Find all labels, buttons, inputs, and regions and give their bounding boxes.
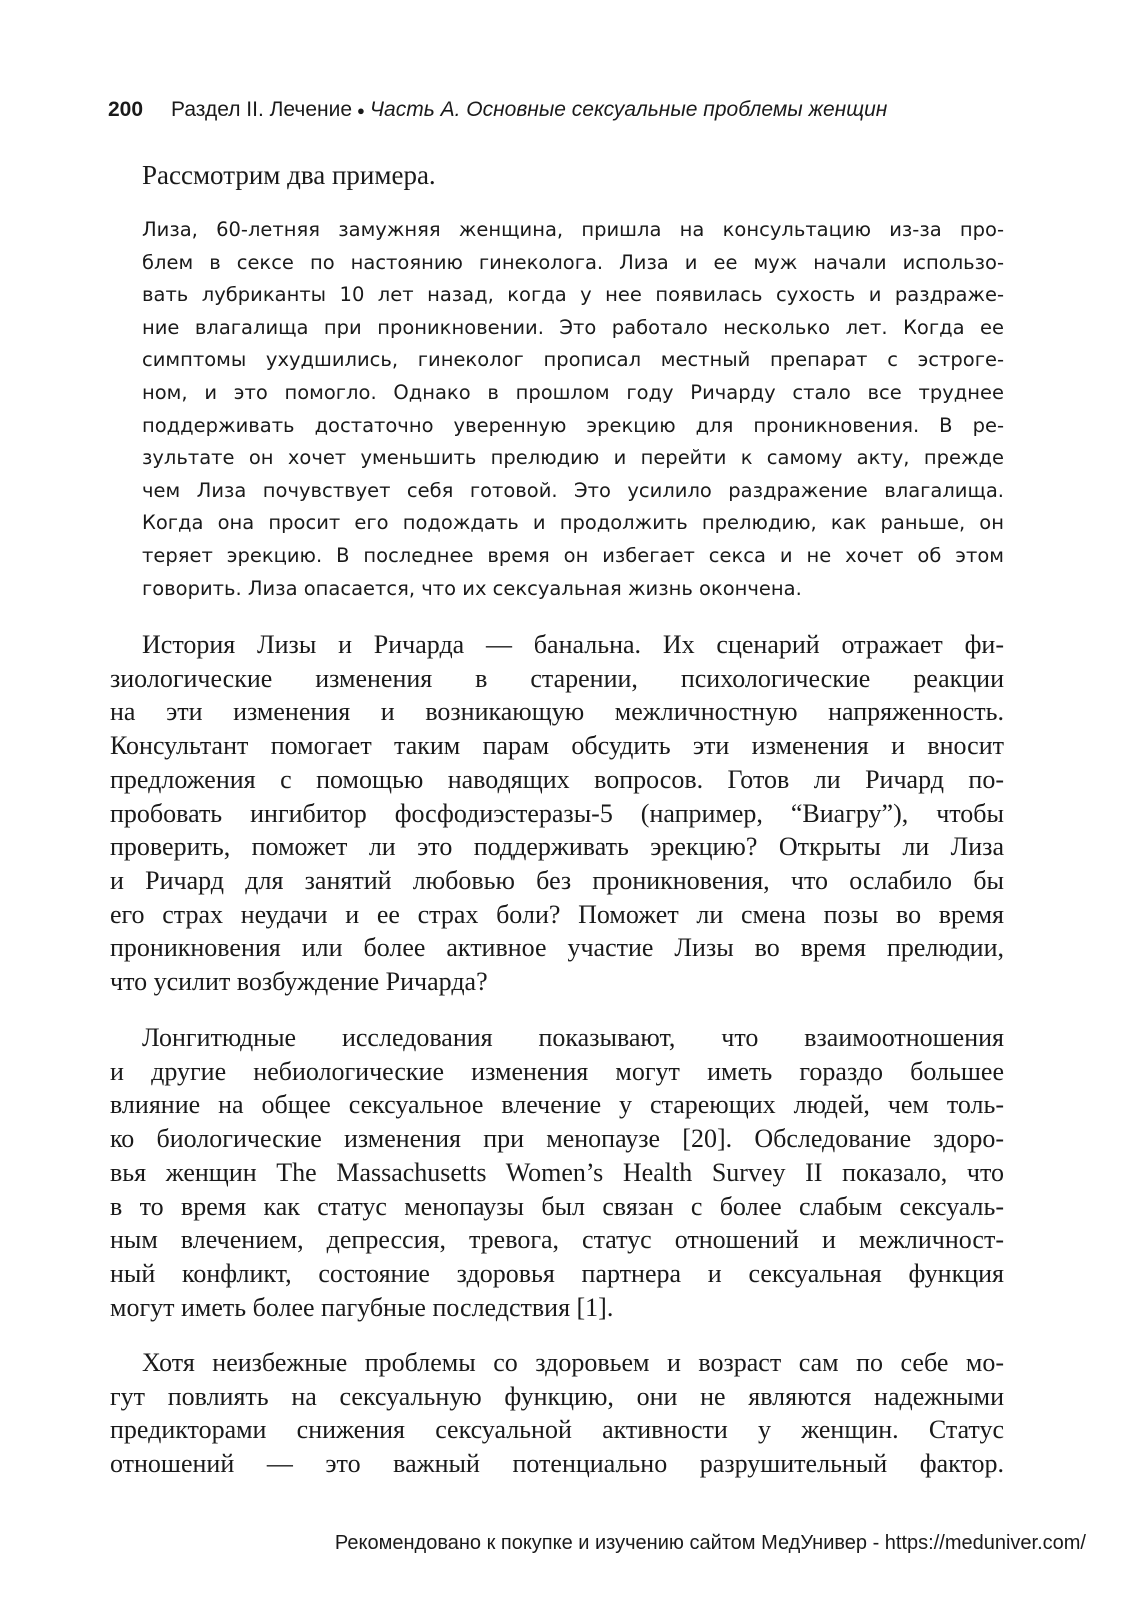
paragraph-line: проникновения или более активное участие Лизы во время прелюдии,	[110, 933, 1004, 963]
paragraph-line: в то время как статус менопаузы был связан с более слабым сексуаль-	[110, 1191, 1004, 1221]
case-line: блем в сексе по настоянию гинеколога. Лиза и ее муж начали использо-	[142, 250, 1004, 274]
paragraph-line: История Лизы и Ричарда — банальна. Их сценарий отражает фи-	[142, 630, 1004, 659]
section-title: Раздел II. Лечение	[171, 98, 353, 121]
case-line: теряет эрекцию. В последнее время он избегает секса и не хочет об этом	[142, 543, 1004, 567]
paragraph-line: проверить, поможет ли это поддерживать эрекцию? Открыты ли Лиза	[110, 832, 1004, 862]
paragraph-line: Хотя неизбежные проблемы со здоровьем и возраст сам по себе мо-	[142, 1348, 1004, 1377]
paragraph-line: вья женщин The Massachusetts Women’s Health Survey II показало, что	[110, 1157, 1004, 1187]
paragraph-line: предложения с помощью наводящих вопросов. Готов ли Ричард по-	[110, 764, 1004, 794]
footer-watermark-note: Рекомендовано к покупке и изучению сайтом МедУнивер - https://meduniver.com/	[334, 1532, 1086, 1554]
paragraph-line: на эти изменения и возникающую межличностную напряженность.	[110, 697, 1004, 727]
case-line: говорить. Лиза опасается, что их сексуальная жизнь окончена.	[142, 576, 802, 600]
paragraph-line: его страх неудачи и ее страх боли? Поможет ли смена позы во время	[110, 899, 1004, 929]
paragraph-line: ным влечением, депрессия, тревога, статус отношений и межличност-	[110, 1225, 1004, 1255]
paragraph-line: ко биологические изменения при менопаузе [20]. Обследование здоро-	[110, 1124, 1004, 1154]
paragraph-line: могут иметь более пагубные последствия [1].	[110, 1292, 614, 1322]
paragraph-longitudinal-studies	[110, 1021, 1004, 1324]
page-number: 200	[108, 98, 144, 121]
paragraph-story-analysis	[110, 628, 1004, 999]
case-line: Лиза, 60-летняя замужняя женщина, пришла на консультацию из-за про-	[142, 218, 1004, 241]
case-line: поддерживать достаточно уверенную эрекцию для проникновения. В ре-	[142, 413, 1004, 437]
paragraph-line: ный конфликт, состояние здоровья партнера и сексуальная функция	[110, 1258, 1004, 1288]
case-line: симптомы ухудшились, гинеколог прописал местный препарат с эстроге-	[142, 348, 1004, 372]
paragraph-line: и Ричард для занятий любовью без проникновения, что ослабило бы	[110, 865, 1004, 895]
case-line: ние влагалища при проникновении. Это работало несколько лет. Когда ее	[142, 315, 1004, 339]
case-line: вать лубриканты 10 лет назад, когда у нее появилась сухость и раздраже-	[142, 283, 1004, 307]
paragraph-line: что усилит возбуждение Ричарда?	[110, 967, 488, 997]
case-line: чем Лиза почувствует себя готовой. Это усилило раздражение влагалища.	[142, 478, 1004, 502]
paragraph-line: пробовать ингибитор фосфодиэстеразы-5 (например, “Виагру”), чтобы	[110, 798, 1004, 828]
case-line: зультате он хочет уменьшить прелюдию и перейти к самому акту, прежде	[142, 446, 1004, 470]
part-title: Часть А. Основные сексуальные проблемы женщин	[369, 98, 888, 121]
paragraph-line: зиологические изменения в старении, психологические реакции	[110, 663, 1004, 693]
paragraph-line: влияние на общее сексуальное влечение у стареющих людей, чем толь-	[110, 1090, 1004, 1120]
case-line: Когда она просит его подождать и продолжить прелюдию, как раньше, он	[142, 511, 1004, 535]
paragraph-health-predictors	[110, 1346, 1004, 1481]
paragraph-line: Лонгитюдные исследования показывают, что взаимоотношения	[142, 1023, 1004, 1052]
paragraph-line: Консультант помогает таким парам обсудить эти изменения и вносит	[110, 731, 1004, 761]
paragraph-line: и другие небиологические изменения могут иметь гораздо большее	[110, 1056, 1004, 1086]
lead-sentence: Рассмотрим два примера.	[142, 160, 436, 190]
paragraph-line: гут повлиять на сексуальную функцию, они не являются надежными	[110, 1381, 1004, 1411]
paragraph-line: отношений — это важный потенциально разрушительный фактор.	[110, 1449, 1004, 1479]
case-description	[142, 214, 1004, 605]
paragraph-line: предикторами снижения сексуальной активности у женщин. Статус	[110, 1415, 1004, 1445]
bullet-separator: ●	[357, 102, 365, 118]
case-line: ном, и это помогло. Однако в прошлом году Ричарду стало все труднее	[142, 380, 1004, 404]
page-header	[108, 98, 1028, 132]
